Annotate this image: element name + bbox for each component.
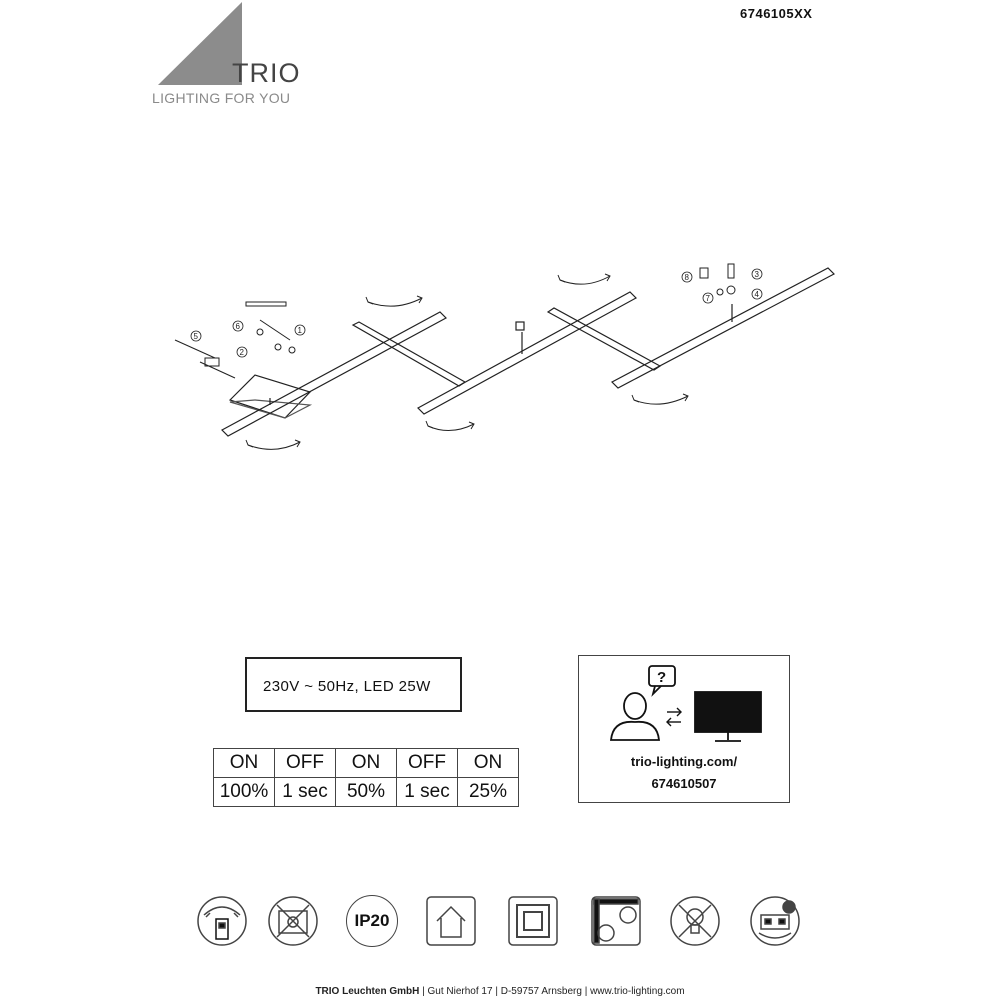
led-driver-replaceable-icon [749,895,801,947]
product-assembly-drawing [160,250,850,470]
light-bar-1 [222,312,446,436]
question-bubble-icon [649,666,675,694]
support-info-box [578,655,790,803]
support-article-code: 674610507 [651,776,717,791]
city-address: D-59757 Arnsberg [500,986,582,997]
value-cell: 50% [336,778,397,807]
exchange-arrows-icon [667,708,681,726]
company-name: TRIO Leuchten GmbH [315,986,420,997]
svg-text:2: 2 [239,348,244,357]
ceiling-mount-icon [590,895,642,947]
indoor-use-icon [425,895,477,947]
ip-rating-icon [346,895,398,947]
ceiling-plate [230,375,310,418]
support-illustration [597,664,767,744]
street-address: Gut Nierhof 17 [427,986,493,997]
state-cell: OFF [397,749,458,778]
person-icon [611,693,659,740]
svg-text:4: 4 [754,290,759,299]
svg-text:3: 3 [754,270,759,279]
rotate-arrow-1 [246,274,688,449]
brand-name: TRIO [232,58,301,88]
ip-rating-label: IP20 [354,911,390,930]
article-number: 6746105XX [740,6,813,21]
cross-bar-2 [548,308,660,370]
protection-class-2-icon [507,895,559,947]
electrical-spec: 230V ~ 50Hz, LED 25W [245,657,462,712]
state-cell: ON [336,749,397,778]
dimmer-switch-icon [196,895,248,947]
svg-text:5: 5 [193,332,198,341]
state-cell: OFF [275,749,336,778]
website-link[interactable]: www.trio-lighting.com [590,986,685,997]
svg-text:8: 8 [684,273,689,282]
light-bar-3 [612,268,834,388]
value-cell: 1 sec [275,778,336,807]
state-cell: ON [214,749,275,778]
dimming-table [213,748,519,807]
svg-text:6: 6 [235,322,240,331]
support-url[interactable]: trio-lighting.com/ [630,754,738,769]
monitor-icon [695,692,761,741]
svg-text:7: 7 [705,294,710,303]
cross-bar-1 [353,322,465,386]
brand-tagline: LIGHTING FOR YOU [152,90,291,106]
table-row [214,749,519,778]
light-bar-2 [418,292,636,414]
value-cell: 1 sec [397,778,458,807]
no-insulation-cover-icon [267,895,319,947]
footer-address: TRIO Leuchten GmbH | Gut Nierhof 17 | D-59757 Arnsberg | www.trio-lighting.com [315,986,685,997]
state-cell: ON [458,749,519,778]
table-row [214,778,519,807]
svg-text:1: 1 [297,326,302,335]
value-cell: 25% [458,778,519,807]
no-led-replacement-icon [669,895,721,947]
svg-text:?: ? [657,669,667,686]
value-cell: 100% [214,778,275,807]
